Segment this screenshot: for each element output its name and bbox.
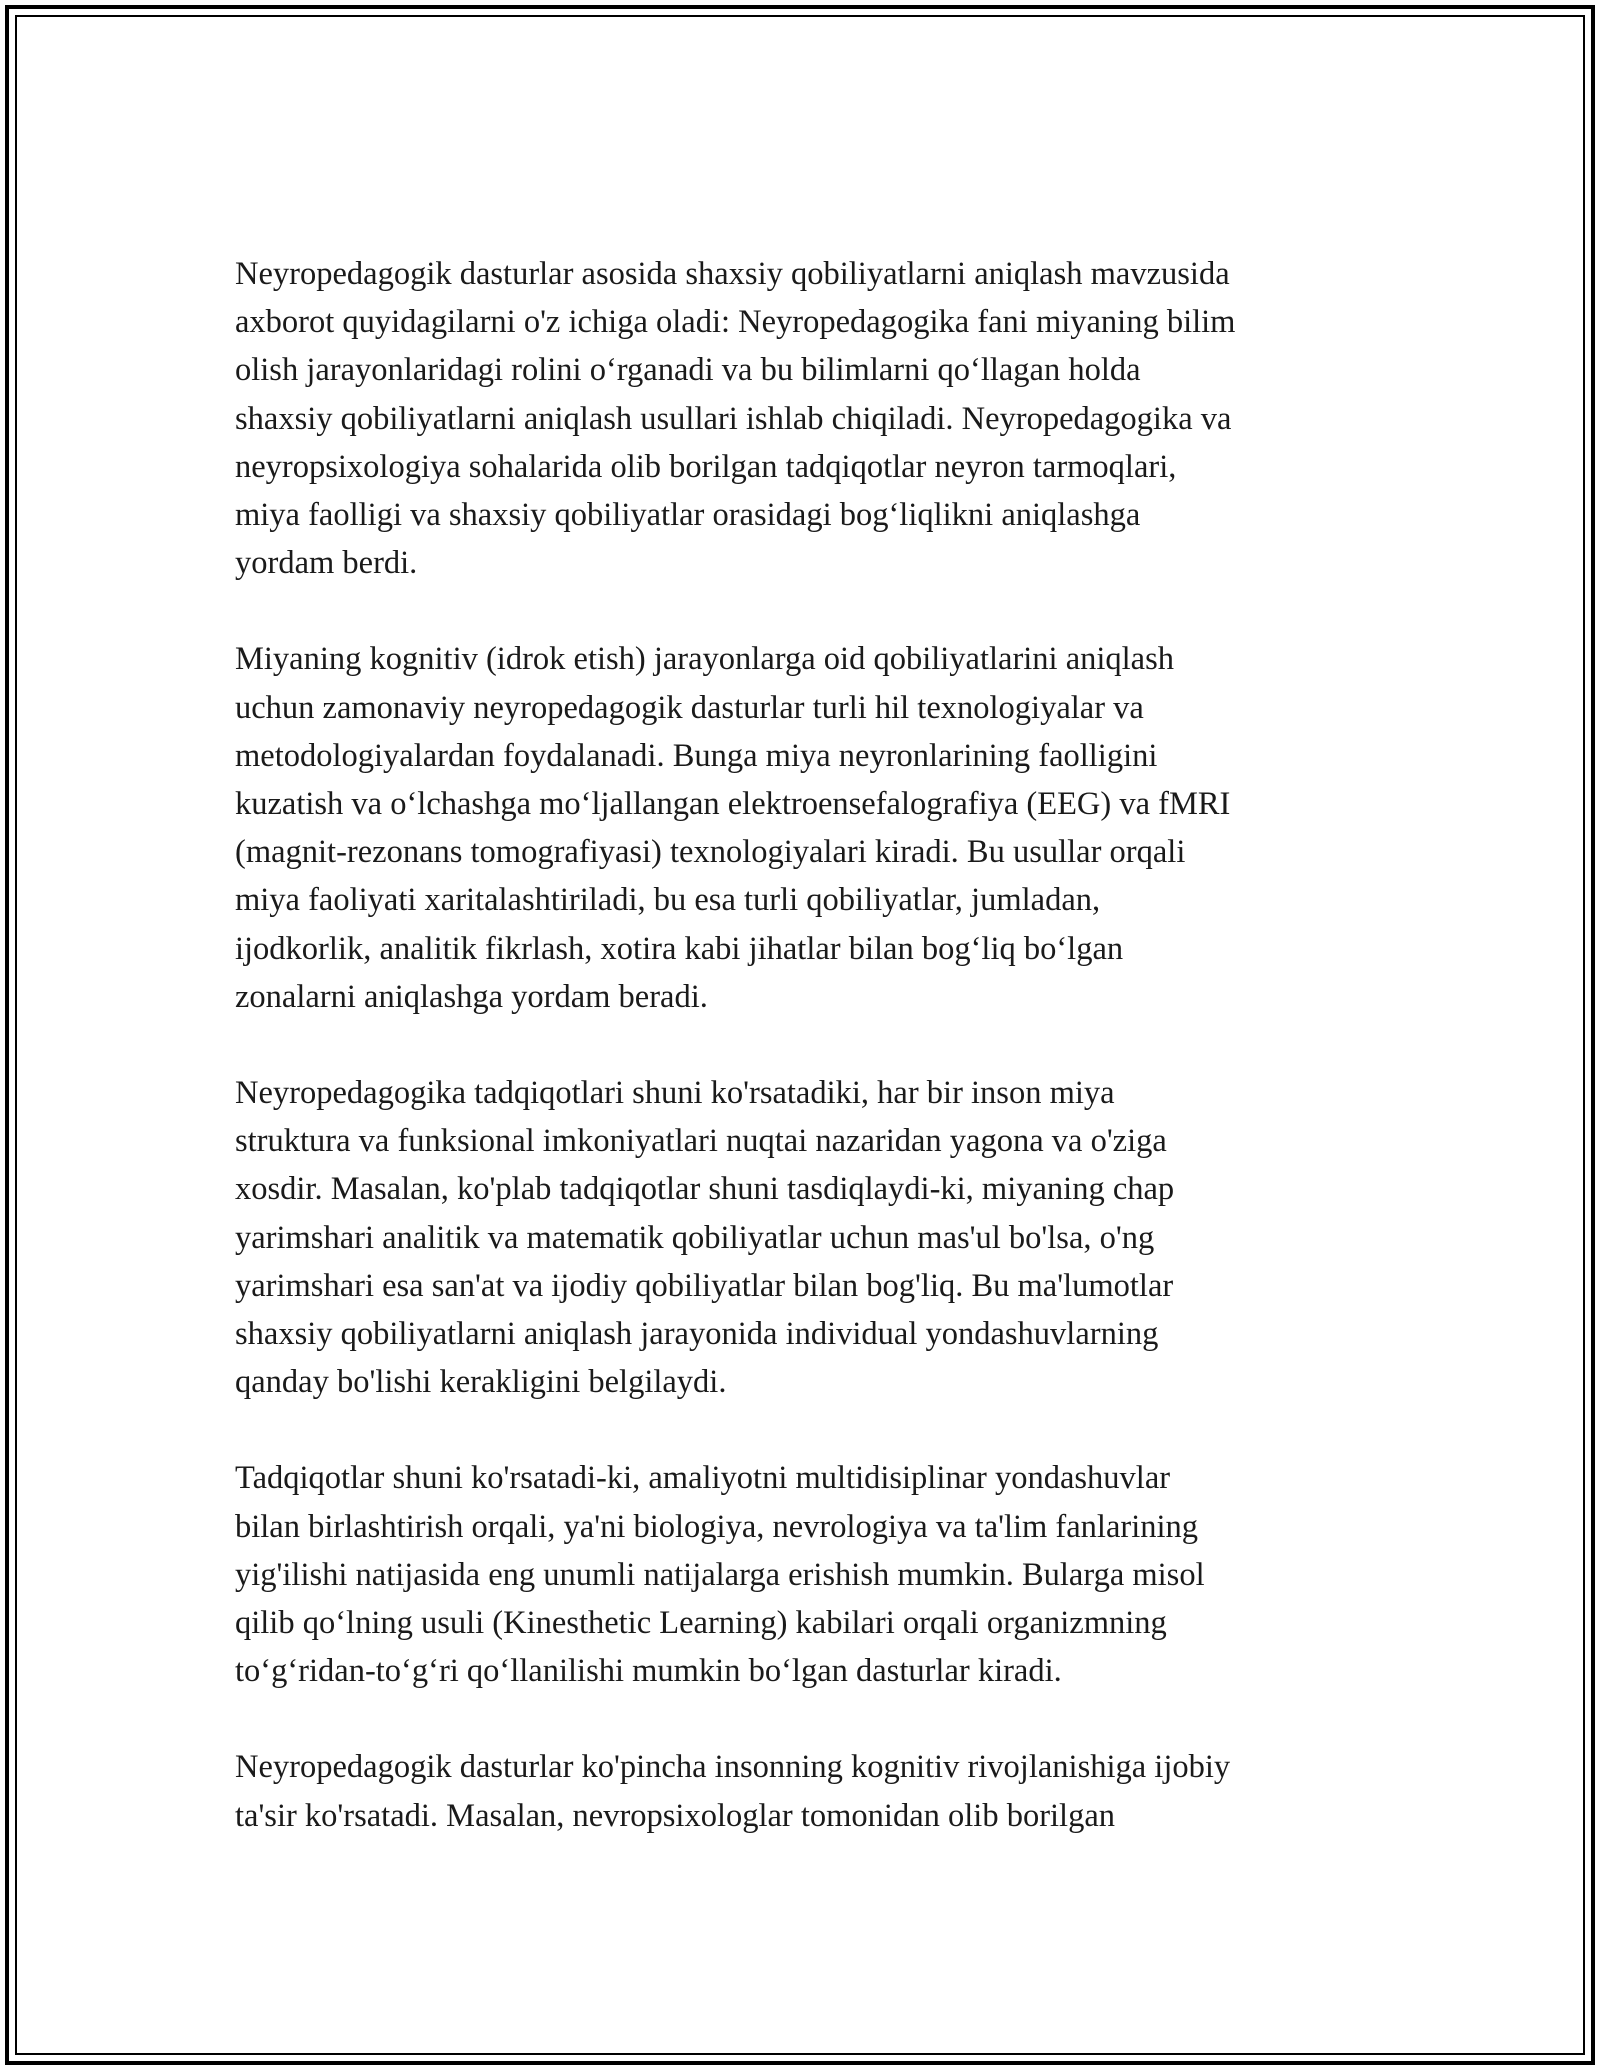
text-line: qilib qo‘lning usuli (Kinesthetic Learning) kabilari orqali organizmning (235, 1605, 1167, 1642)
text-line: olish jarayonlaridagi rolini o‘rganadi va bu bilimlarni qo‘llagan holda (235, 352, 1141, 389)
text-line: Tadqiqotlar shuni ko'rsatadi-ki, amaliyotni multidisiplinar yondashuvlar (235, 1460, 1171, 1497)
text-line: qanday bo'lishi kerakligini belgilaydi. (235, 1364, 727, 1401)
text-line: Miyaning kognitiv (idrok etish) jarayonlarga oid qobiliyatlarini aniqlash (235, 641, 1175, 678)
paragraph-2 (235, 635, 1365, 1021)
text-line: neyropsixologiya sohalarida olib borilgan tadqiqotlar neyron tarmoqlari, (235, 448, 1177, 485)
text-line: miya faoliyati xaritalashtiriladi, bu esa turli qobiliyatlar, jumladan, (235, 882, 1101, 919)
text-line: Neyropedagogika tadqiqotlari shuni ko'rsatadiki, har bir inson miya (235, 1075, 1115, 1112)
text-line: to‘g‘ridan-to‘g‘ri qo‘llanilishi mumkin bo‘lgan dasturlar kiradi. (235, 1653, 1062, 1690)
document-body (235, 250, 1365, 1888)
text-line: yordam berdi. (235, 545, 418, 582)
paragraph-5 (235, 1743, 1365, 1839)
text-line: miya faolligi va shaxsiy qobiliyatlar orasidagi bog‘liqlikni aniqlashga (235, 497, 1141, 534)
text-line: uchun zamonaviy neyropedagogik dasturlar turli hil texnologiyalar va (235, 689, 1144, 726)
text-line: ta'sir ko'rsatadi. Masalan, nevropsixologlar tomonidan olib borilgan (235, 1797, 1116, 1834)
text-line: ijodkorlik, analitik fikrlash, xotira kabi jihatlar bilan bog‘liq bo‘lgan (235, 930, 1124, 967)
text-line: yarimshari esa san'at va ijodiy qobiliyatlar bilan bog'liq. Bu ma'lumotlar (235, 1267, 1174, 1304)
text-line: zonalarni aniqlashga yordam beradi. (235, 978, 708, 1015)
paragraph-3 (235, 1069, 1365, 1406)
paragraph-1 (235, 250, 1365, 587)
text-line: shaxsiy qobiliyatlarni aniqlash jarayonida individual yondashuvlarning (235, 1316, 1159, 1353)
text-line: axborot quyidagilarni o'z ichiga oladi: Neyropedagogika fani miyaning bilim (235, 304, 1236, 341)
text-line: yarimshari analitik va matematik qobiliyatlar uchun mas'ul bo'lsa, o'ng (235, 1219, 1155, 1256)
text-line: yig'ilishi natijasida eng unumli natijalarga erishish mumkin. Bularga misol (235, 1556, 1205, 1593)
text-line: Neyropedagogik dasturlar asosida shaxsiy qobiliyatlarni aniqlash mavzusida (235, 256, 1230, 292)
text-line: xosdir. Masalan, ko'plab tadqiqotlar shuni tasdiqlaydi-ki, miyaning chap (235, 1171, 1175, 1208)
text-line: (magnit-rezonans tomografiyasi) texnologiyalari kiradi. Bu usullar orqali (235, 834, 1186, 871)
text-line: struktura va funksional imkoniyatlari nuqtai nazaridan yagona va o'ziga (235, 1123, 1167, 1160)
paragraph-4 (235, 1454, 1365, 1695)
text-line: kuzatish va o‘lchashga mo‘ljallangan elektroensefalografiya (EEG) va fMRI (235, 786, 1231, 823)
text-line: bilan birlashtirish orqali, ya'ni biologiya, nevrologiya va ta'lim fanlarining (235, 1508, 1199, 1545)
text-line: shaxsiy qobiliyatlarni aniqlash usullari ishlab chiqiladi. Neyropedagogika va (235, 400, 1232, 437)
text-line: metodologiyalardan foydalanadi. Bunga miya neyronlarining faolligini (235, 737, 1158, 774)
text-line: Neyropedagogik dasturlar ko'pincha insonning kognitiv rivojlanishiga ijobiy (235, 1749, 1231, 1786)
